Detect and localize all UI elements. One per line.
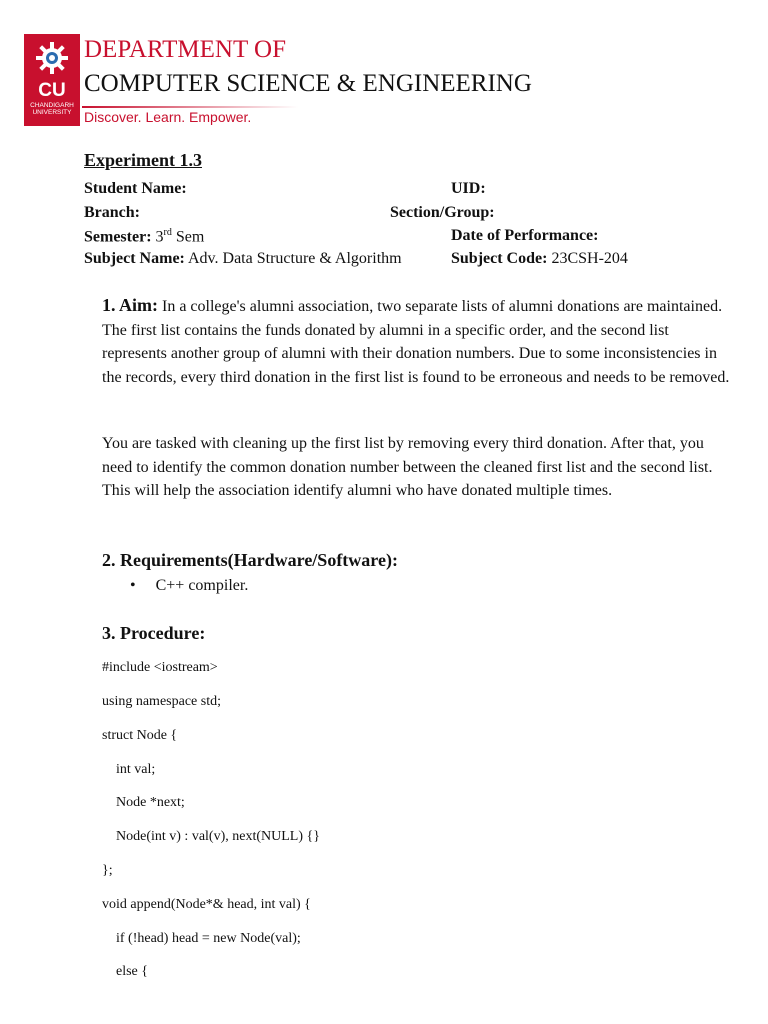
- code-line: if (!head) head = new Node(val);: [102, 931, 301, 946]
- semester-number: 3: [155, 228, 164, 246]
- code-line: else {: [102, 964, 148, 979]
- gear-emblem-icon: [34, 40, 70, 76]
- logo-letters: CU: [38, 80, 66, 101]
- subject-code-row: [451, 250, 628, 268]
- date-of-performance-label: Date of Performance:: [451, 227, 599, 244]
- procedure-heading: 3. Procedure:: [102, 623, 206, 643]
- tagline: Discover. Learn. Empower.: [84, 109, 252, 125]
- code-line: #include <iostream>: [102, 660, 218, 675]
- semester-suffix: Sem: [171, 228, 205, 246]
- subject-code-label: Subject Code:: [451, 250, 548, 267]
- logo-subtitle: CHANDIGARH UNIVERSITY: [30, 102, 74, 116]
- subject-name-label: Subject Name:: [84, 250, 185, 267]
- code-line: };: [102, 863, 113, 878]
- uid-label: UID:: [451, 180, 486, 197]
- department-title-line2: COMPUTER SCIENCE & ENGINEERING: [84, 70, 532, 97]
- code-line: Node(int v) : val(v), next(NULL) {}: [102, 829, 320, 844]
- subject-code-value: 23CSH-204: [551, 250, 628, 267]
- code-line: using namespace std;: [102, 694, 221, 709]
- branch-label: Branch:: [84, 204, 140, 221]
- university-logo: [24, 34, 80, 126]
- semester-ordinal: rd: [163, 227, 172, 238]
- aim-heading: 1. Aim:: [102, 295, 158, 315]
- code-line: Node *next;: [102, 795, 185, 810]
- section-group-label: Section/Group:: [390, 204, 495, 221]
- header-divider: [82, 106, 298, 108]
- requirements-list-item: [130, 577, 248, 595]
- code-line: struct Node {: [102, 728, 178, 743]
- aim-paragraph-2: You are tasked with cleaning up the first list by removing every third donation. After that, you need to identify the common donation number between the cleaned first list and the second list. This will help the association identify alumni who have donated multiple times.: [102, 435, 713, 499]
- department-title-line1: DEPARTMENT OF: [84, 36, 287, 63]
- subject-name-row: [84, 250, 402, 268]
- requirement-text: C++ compiler.: [155, 577, 249, 594]
- semester-label: Semester:: [84, 228, 152, 246]
- aim-paragraph: [102, 294, 734, 389]
- code-line: void append(Node*& head, int val) {: [102, 897, 311, 912]
- experiment-title: Experiment 1.3: [84, 150, 202, 170]
- student-name-label: Student Name:: [84, 180, 187, 197]
- code-line: int val;: [102, 762, 156, 777]
- subject-name-value: Adv. Data Structure & Algorithm: [188, 250, 402, 267]
- requirements-heading: 2. Requirements(Hardware/Software):: [102, 550, 398, 570]
- semester-row: [84, 227, 204, 246]
- bullet-icon: •: [130, 577, 156, 594]
- aim-text: In a college's alumni association, two separate lists of alumni donations are maintained. The first list contains the funds donated by alumni in a specific order, and the second list represents another group of alumni with their donation numbers. Due to some inconsistencies in the records, every third donation in the first list is found to be erroneous and needs to be removed.: [102, 298, 730, 386]
